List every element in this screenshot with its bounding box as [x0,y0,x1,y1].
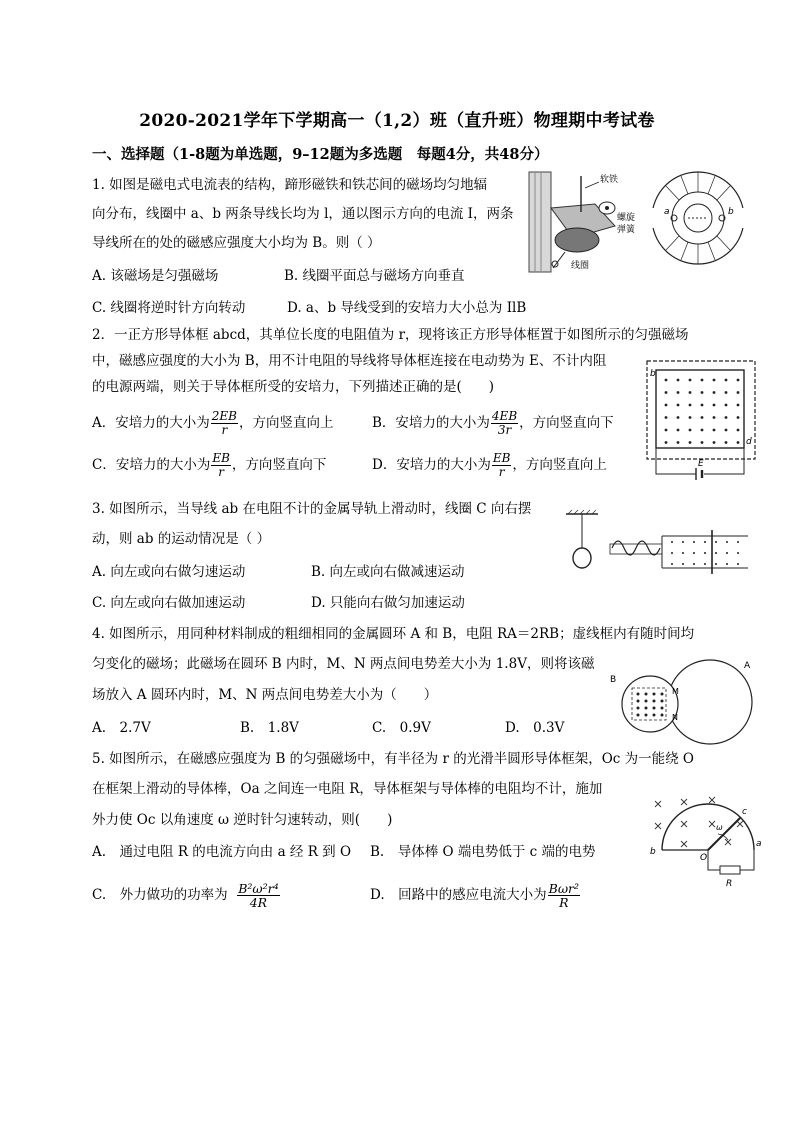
q1-line-3: 导线所在的处的磁感应强度大小均为 B。则（ ） [92,235,381,251]
field-dot [682,541,684,543]
field-dot [689,441,692,444]
field-dot [725,391,728,394]
field-dot [726,552,728,554]
field-dot [701,379,704,382]
q5-line-2: 在框架上滑动的导体棒，Oa 之间连一电阻 R，导体框架与导体棒的电阻均不计，施加 [92,781,603,797]
field-dot [725,441,728,444]
field-dot [737,541,739,543]
field-dot [665,404,668,407]
q1-option-b[interactable]: B. 线圈平面总与磁场方向垂直 [284,268,465,284]
field-dot [715,552,717,554]
field-dot [671,552,673,554]
field-dot [677,379,680,382]
q1-radial-field-figure [648,168,748,268]
field-dot [737,429,740,432]
q5-option-d[interactable]: D. 回路中的感应电流大小为 $\frac{\text{Bωr²}}{R}$ [370,881,580,910]
field-dot [713,416,716,419]
field-dot [715,563,717,565]
field-dot [645,707,648,710]
field-dot [737,404,740,407]
field-dot [661,714,664,717]
field-dot [713,379,716,382]
q2-line-1: 2．一正方形导体框 abcd，其单位长度的电阻值为 r，现将该正方形导体框置于如图所示的匀强磁场 [92,327,689,343]
field-dot [704,563,706,565]
field-dot [645,700,648,703]
q3-option-a[interactable]: A. 向左或向右做匀速运动 [92,564,246,580]
q1-option-c[interactable]: C. 线圈将逆时针方向转动 [92,300,246,316]
field-dot [701,429,704,432]
q4-line-3: 场放入 A 圆环内时，M、N 两点间电势差大小为（ ） [92,687,438,703]
q5-fig-label-r: R [726,879,733,888]
q2-fig-label-b: b [650,369,656,379]
q1-line-2: 向分布，线圈中 a、b 两条导线长均为 l，通以图示方向的电流 I，两条 [92,206,514,222]
field-dot [737,379,740,382]
q3-coil-rails-figure [562,508,750,582]
field-dot [637,707,640,710]
q4-option-a[interactable]: A. 2.7V [92,720,151,736]
field-dot [726,541,728,543]
field-dot [677,441,680,444]
q1-fig-label-ruantie: 软铁 [600,175,619,185]
q4-fig-label-m: M [672,687,679,696]
field-dot [653,714,656,717]
field-dot [661,707,664,710]
field-dot [725,429,728,432]
q5-fig-label-c: c [742,807,747,817]
q5-option-a[interactable]: A. 通过电阻 R 的电流方向由 a 经 R 到 O [92,844,352,860]
q2-line-2: 中，磁感应强度的大小为 B，用不计电阻的导线将导体框连接在电动势为 E、不计内阻 [92,353,607,369]
field-dot [725,404,728,407]
field-dot [701,404,704,407]
q4-rings-figure [606,656,754,748]
field-dot [693,563,695,565]
q3-option-b[interactable]: B. 向左或向右做减速运动 [311,564,465,580]
q5-fig-label-omega: ω [716,823,723,832]
q3-line-2: 动，则 ab 的运动情况是（ ） [92,531,271,547]
field-dot [665,391,668,394]
field-dot [677,404,680,407]
q2-option-b[interactable]: B．安培力的大小为 $\frac{4EB}{3r}$ ，方向竖直向下 [372,409,614,437]
field-dot [682,552,684,554]
field-dot [682,563,684,565]
field-dot [665,416,668,419]
q3-option-c[interactable]: C. 向左或向右做加速运动 [92,595,246,611]
q1-galvanometer-figure [525,168,645,276]
field-dot [726,563,728,565]
q1-option-d[interactable]: D. a、b 导线受到的安培力大小总为 IlB [287,300,527,316]
field-dot [671,541,673,543]
q5-option-c[interactable]: C. 外力做功的功率为 $\frac{\text{B²ω²r⁴}}{4R}$ [92,881,279,910]
q3-line-1: 3. 如图所示，当导线 ab 在电阻不计的金属导轨上滑动时，线圈 C 向右摆 [92,501,532,517]
q4-fig-label-b: B [610,675,617,685]
q4-option-c[interactable]: C. 0.9V [372,720,431,736]
field-dot [737,391,740,394]
page-title: 2020-2021学年下学期高一（1,2）班（直升班）物理期中考试卷 [139,111,655,131]
q1-fig-label-b: b [728,207,734,217]
field-dot [701,391,704,394]
field-dot [645,714,648,717]
field-dot [653,707,656,710]
q1-fig-label-luoxuan: 螺旋 [617,213,636,223]
field-dot [637,714,640,717]
q3-option-d[interactable]: D. 只能向右做匀加速运动 [311,595,465,611]
field-dot [693,541,695,543]
field-dot [737,552,739,554]
field-dot [693,552,695,554]
q4-line-1: 4. 如图所示，用同种材料制成的粗细相同的金属圆环 A 和 B，电阻 RA＝2RB；虚线框内有随时间均 [92,626,695,642]
q4-fig-label-n: N [672,713,678,722]
q4-option-d[interactable]: D. 0.3V [505,720,565,736]
field-dot [737,563,739,565]
field-dot [713,429,716,432]
field-dot [713,441,716,444]
q5-line-1: 5. 如图所示，在磁感应强度为 B 的匀强磁场中，有半径为 r 的光滑半圆形导体框架，Oc 为一能绕 O [92,751,694,767]
field-dot [737,416,740,419]
field-dot [713,391,716,394]
field-dot [661,693,664,696]
q2-option-d[interactable]: D．安培力的大小为 $\frac{EB}{r}$ ，方向竖直向上 [372,451,607,479]
field-dot [665,429,668,432]
field-dot [637,700,640,703]
field-dot [689,416,692,419]
q5-line-3: 外力使 Oc 以角速度 ω 逆时针匀速转动，则( ) [92,812,393,828]
field-dot [689,404,692,407]
field-dot [677,429,680,432]
field-dot [689,429,692,432]
q1-option-a[interactable]: A. 该磁场是匀强磁场 [92,268,219,284]
field-dot [661,700,664,703]
field-dot [665,379,668,382]
field-dot [704,541,706,543]
q5-fig-label-a: a [756,839,762,849]
q2-option-c[interactable]: C．安培力的大小为 $\frac{EB}{r}$ ，方向竖直向下 [92,451,327,479]
q2-fig-label-e: E [698,459,704,469]
q2-fig-label-d: d [746,437,752,447]
field-dot [689,391,692,394]
field-dot [737,441,740,444]
field-dot [677,391,680,394]
field-dot [645,693,648,696]
field-dot [653,700,656,703]
q1-fig-label-xianquan: 线圈 [571,261,590,271]
section-heading: 一、选择题（1-8题为单选题，9–12题为多选题 每题4分，共48分） [92,146,549,163]
field-dot [653,693,656,696]
q5-semicircle-figure [628,790,768,888]
q1-fig-label-a: a [664,207,670,217]
field-dot [701,416,704,419]
field-dot [701,441,704,444]
field-dot [715,541,717,543]
field-dot [725,416,728,419]
q2-line-3: 的电源两端，则关于导体框所受的安培力，下列描述正确的是( ) [92,379,495,395]
field-dot [637,693,640,696]
q2-option-a[interactable]: A．安培力的大小为 $\frac{2EB}{r}$ ，方向竖直向上 [92,409,334,437]
field-dot [704,552,706,554]
q4-fig-label-a: A [744,661,751,671]
q5-fig-label-o: O [700,853,708,863]
field-dot [671,563,673,565]
q1-fig-label-tanhuang: 弹簧 [617,225,636,235]
q4-line-2: 匀变化的磁场；此磁场在圆环 B 内时，M、N 两点间电势差大小为 1.8V，则将该磁 [92,656,595,672]
q2-square-frame-figure [644,358,758,482]
field-dot [725,379,728,382]
field-dot [689,379,692,382]
field-dot [677,416,680,419]
q1-line-1: 1. 如图是磁电式电流表的结构，蹄形磁铁和铁芯间的磁场均匀地辐 [92,177,488,193]
q5-fig-label-b: b [650,847,656,857]
field-dot [713,404,716,407]
field-dot [665,441,668,444]
q4-option-b[interactable]: B. 1.8V [240,720,299,736]
q5-option-b[interactable]: B. 导体棒 O 端电势低于 c 端的电势 [370,844,596,860]
